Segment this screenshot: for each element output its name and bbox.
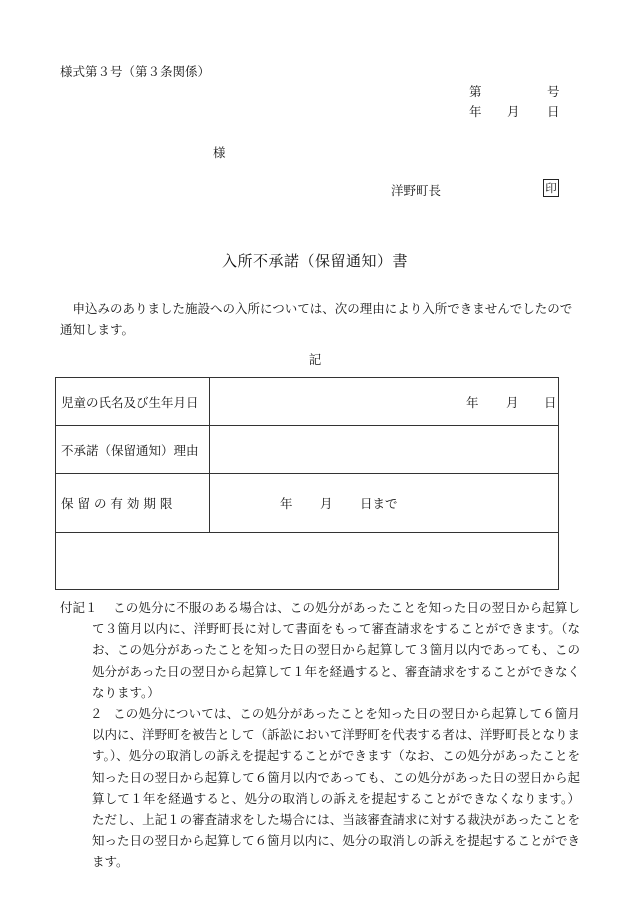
table-value-reason [210,426,558,473]
validity-day: 日まで [360,496,398,511]
number-suffix: 号 [547,84,560,99]
number-prefix: 第 [469,84,482,99]
table-row-validity [56,474,558,533]
note-2 [60,703,580,873]
ki-heading: 記 [308,352,322,367]
table-row-blank [56,533,558,589]
table-label-reason: 不承諾（保留通知）理由 [56,426,210,473]
child-month: 月 [506,394,519,410]
note-1 [60,597,580,703]
table-label-validity: 保 留 の 有 効 期 限 [56,474,210,532]
validity-month: 月 [320,496,333,511]
note-2-head: ２ [90,706,103,722]
validity-year: 年 [280,496,293,511]
addressee-suffix: 様 [213,145,226,160]
child-year: 年 [466,394,479,410]
info-table [55,377,559,590]
child-day: 日 [544,394,557,410]
table-value-child [210,378,558,425]
document-title: 入所不承諾（保留通知）書 [221,252,408,270]
body-text: 申込みのありました施設への入所については、次の理由により入所できませんでしたので通知します。 [60,301,573,337]
form-label: 様式第３号（第３条関係） [60,64,211,79]
date-month: 月 [507,104,520,119]
notes [60,597,580,873]
note-1-head: 付記１ [60,600,98,615]
table-row-child [56,378,558,426]
note-2-text: この処分については、この処分があったことを知った日の翌日から起算して６箇月以内に、洋野町を被告として（訴訟において洋野町を代表する者は、洋野町長となります。）、処分の取消しの訴えを提起することができます（なお、この処分があったことを知った日の翌日から起算して６箇月以内であっても、この処分があった日の翌日から起算して１年を経過すると、処分の取消しの訴えを提起することができなくなります。）ただし、上記１の審査請求をした場合には、当該審査請求に対する裁決があったことを知った日の翌日から起算して６箇月以内に、処分の取消しの訴えを提起することができます。 [92,706,580,870]
note-1-text: この処分に不服のある場合は、この処分があったことを知った日の翌日から起算して３箇月以内に、洋野町長に対して書面をもって審査請求をすることができます。（なお、この処分があったことを知った日の翌日から起算して３箇月以内であっても、この処分があった日の翌日から起算して１年を経過すると、審査請求をすることができなくなります。） [92,600,580,700]
date-day: 日 [547,104,560,119]
table-value-validity [210,474,558,532]
issuer-name: 洋野町長 [391,183,442,198]
table-row-reason [56,426,558,474]
date-year: 年 [469,104,482,119]
table-label-child: 児童の氏名及び生年月日 [56,378,210,425]
table-blank-cell [56,533,558,589]
seal-mark: 印 [543,179,559,197]
